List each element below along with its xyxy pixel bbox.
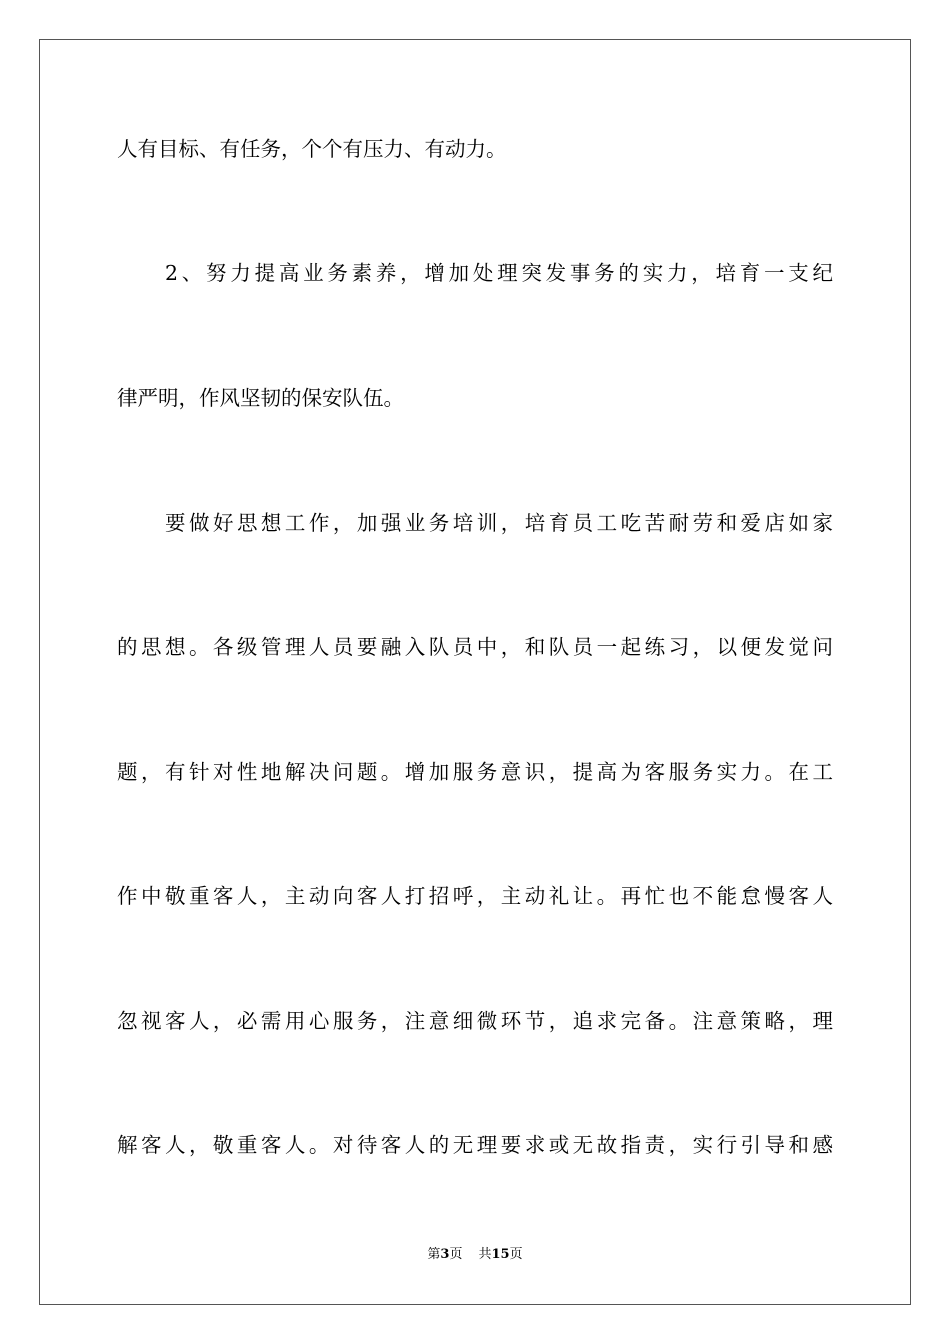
page-prefix: 第 bbox=[427, 1247, 441, 1262]
page-number: 3 bbox=[440, 1247, 450, 1262]
body-text-line: 2、努力提高业务素养，增加处理突发事务的实力，培育一支纪 bbox=[165, 261, 833, 285]
total-suffix: 页 bbox=[509, 1247, 523, 1262]
body-text-line: 的思想。各级管理人员要融入队员中，和队员一起练习，以便发觉问 bbox=[117, 635, 833, 659]
page-suffix: 页 bbox=[449, 1247, 463, 1262]
total-prefix: 共 bbox=[478, 1247, 492, 1262]
body-text-line: 解客人，敬重客人。对待客人的无理要求或无故指责，实行引导和感 bbox=[117, 1133, 833, 1157]
body-text-line: 忽视客人，必需用心服务，注意细微环节，追求完备。注意策略，理 bbox=[117, 1009, 833, 1033]
page-border bbox=[39, 39, 911, 1305]
total-pages: 15 bbox=[491, 1247, 510, 1262]
body-text-line: 要做好思想工作，加强业务培训，培育员工吃苦耐劳和爱店如家 bbox=[165, 511, 833, 535]
body-text-line: 题，有针对性地解决问题。增加服务意识，提高为客服务实力。在工 bbox=[117, 760, 833, 784]
body-text-line: 律严明，作风坚韧的保安队伍。 bbox=[117, 386, 404, 410]
body-text-line: 人有目标、有任务，个个有压力、有动力。 bbox=[117, 137, 507, 161]
body-text-line: 作中敬重客人，主动向客人打招呼，主动礼让。再忙也不能怠慢客人 bbox=[117, 884, 833, 908]
page-footer bbox=[0, 1246, 950, 1264]
